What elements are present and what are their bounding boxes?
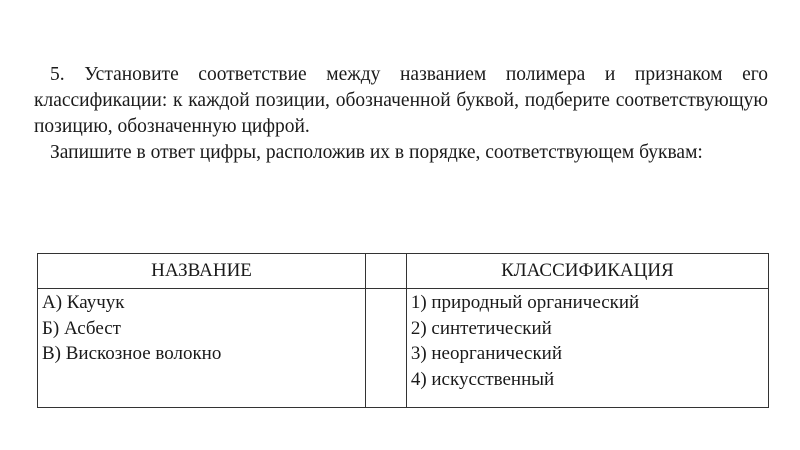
list-item-name-b: Б) Асбест — [42, 317, 121, 339]
task-instruction: 5. Установите соответствие между названием полимера и признаком его классификации: к каждой позиции, обозначенной буквой, подберите соответствующую позицию, обозначенную цифрой. — [34, 64, 768, 137]
task-answer-instruction: Запишите в ответ цифры, расположив их в порядке, соответствующем буквам: — [50, 142, 703, 163]
list-item-class-3: 3) неорганический — [410, 343, 563, 364]
list-item-name-a: А) Каучук — [42, 292, 125, 313]
list-item-class-4: 4) искусственный — [410, 368, 555, 390]
names-cell — [38, 289, 366, 408]
matching-table — [37, 253, 769, 408]
list-item-name-v: В) Вискозное волокно — [42, 343, 222, 364]
gap-cell — [366, 289, 407, 408]
header-gap — [366, 254, 407, 289]
table-body-row — [38, 289, 769, 408]
task-text — [34, 62, 768, 166]
list-item-class-2: 2) синтетический — [410, 317, 552, 339]
list-item-class-1: 1) природный органический — [410, 292, 640, 313]
table-header-row — [38, 254, 769, 289]
header-name: НАЗВАНИЕ — [38, 254, 366, 289]
header-classification: КЛАССИФИКАЦИЯ — [406, 254, 768, 289]
classifications-cell — [406, 289, 768, 408]
